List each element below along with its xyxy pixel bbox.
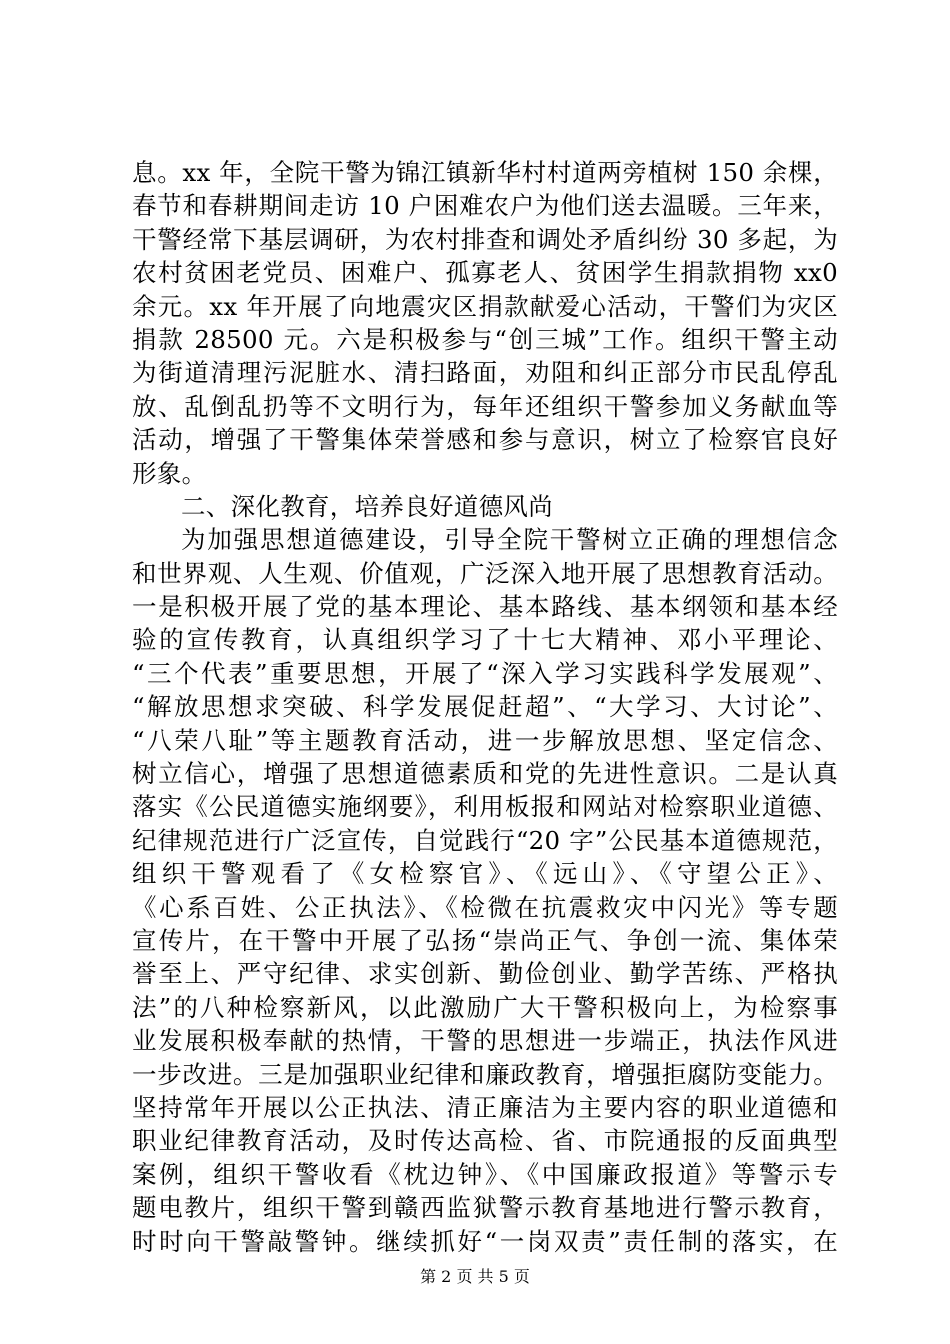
text-line: 一是积极开展了党的基本理论、基本路线、基本纲领和基本经 [132,592,838,622]
text-line: 活动，增强了干警集体荣誉感和参与意识，树立了检察官良好 [132,425,838,455]
document-body [132,156,838,1258]
text-line: “八荣八耻”等主题教育活动，进一步解放思想、坚定信念、 [132,725,838,755]
text-line: 坚持常年开展以公正执法、清正廉洁为主要内容的职业道德和 [132,1092,838,1122]
text-line: 时时向干警敲警钟。继续抓好“一岗双责”责任制的落实，在 [132,1226,838,1256]
text-line: 为加强思想道德建设，引导全院干警树立正确的理想信念 [181,525,838,555]
text-line: 业发展积极奉献的热情，干警的思想进一步端正，执法作风进 [132,1026,838,1056]
text-line: 春节和春耕期间走访 10 户困难农户为他们送去温暖。三年来， [132,191,838,221]
text-line: 法”的八种检察新风，以此激励广大干警积极向上，为检察事 [132,992,838,1022]
text-line: 为街道清理污泥脏水、清扫路面，劝阻和纠正部分市民乱停乱 [132,358,838,388]
section-heading: 二、深化教育，培养良好道德风尚 [181,491,553,521]
text-line: 捐款 28500 元。六是积极参与“创三城”工作。组织干警主动 [132,324,838,354]
text-line: 题电教片，组织干警到赣西监狱警示教育基地进行警示教育， [132,1193,838,1223]
text-line: 放、乱倒乱扔等不文明行为，每年还组织干警参加义务献血等 [132,391,838,421]
text-line: 和世界观、人生观、价值观，广泛深入地开展了思想教育活动。 [132,558,838,588]
text-line: 树立信心，增强了思想道德素质和党的先进性意识。二是认真 [132,759,838,789]
page-number-footer: 第 2 页 共 5 页 [420,1267,530,1286]
text-line: 纪律规范进行广泛宣传，自觉践行“20 字”公民基本道德规范， [132,825,838,855]
text-line: “解放思想求突破、科学发展促赶超”、“大学习、大讨论”、 [132,692,838,722]
text-line: 宣传片，在干警中开展了弘扬“崇尚正气、争创一流、集体荣 [132,925,838,955]
text-line: 组织干警观看了《女检察官》、《远山》、《守望公正》、 [132,859,838,889]
text-line: 一步改进。三是加强职业纪律和廉政教育，增强拒腐防变能力。 [132,1059,838,1089]
text-line: 案例，组织干警收看《枕边钟》、《中国廉政报道》等警示专 [132,1159,838,1189]
text-line: 余元。xx 年开展了向地震灾区捐款献爱心活动，干警们为灾区 [132,291,838,321]
text-line: 干警经常下基层调研，为农村排查和调处矛盾纠纷 30 多起，为 [132,224,838,254]
text-line: 息。xx 年，全院干警为锦江镇新华村村道两旁植树 150 余棵， [132,158,838,187]
text-line: 落实《公民道德实施纲要》，利用板报和网站对检察职业道德、 [132,792,838,822]
text-line: 《心系百姓、公正执法》、《检微在抗震救灾中闪光》等专题 [132,892,838,922]
text-line: 职业纪律教育活动，及时传达高检、省、市院通报的反面典型 [132,1126,838,1156]
text-line: 验的宣传教育，认真组织学习了十七大精神、邓小平理论、 [132,625,838,655]
text-line: 誉至上、严守纪律、求实创新、勤俭创业、勤学苦练、严格执 [132,959,838,989]
text-line: 形象。 [132,458,207,488]
text-line: “三个代表”重要思想，开展了“深入学习实践科学发展观”、 [132,658,838,688]
text-line: 农村贫困老党员、困难户、孤寡老人、贫困学生捐款捐物 xx0 [132,258,838,288]
